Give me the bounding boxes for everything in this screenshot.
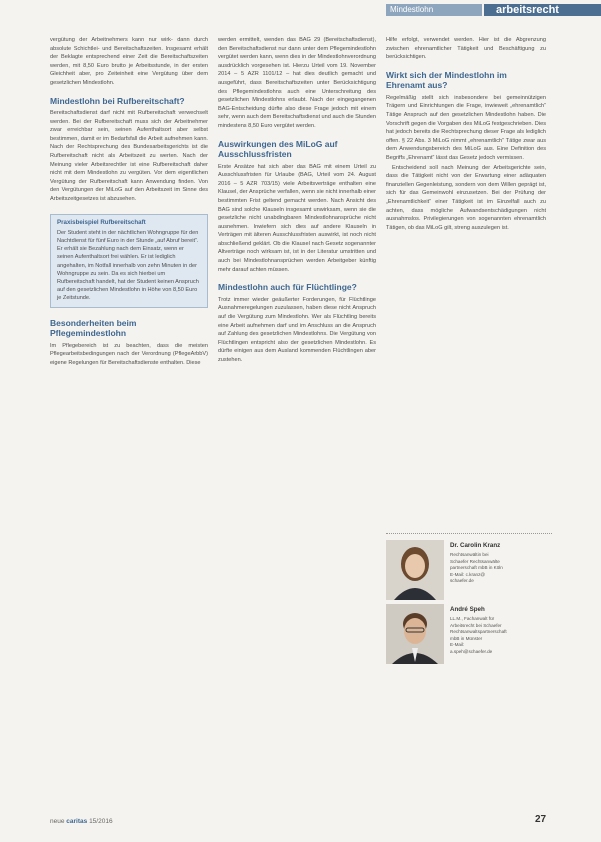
page-number: 27 — [535, 814, 547, 825]
footer-issue: 15/2016 — [89, 818, 113, 825]
footer-brand: caritas — [66, 818, 88, 825]
page-header — [0, 0, 601, 16]
author-card — [386, 604, 552, 664]
section-heading: Wirkt sich der Mindestlohn im Ehrenamt aus? — [386, 69, 507, 91]
author-line: Arbeitsrecht bei Schaefer — [450, 622, 502, 628]
column-right — [386, 36, 546, 233]
example-box-title: Praxisbeispiel Rufbereitschaft — [57, 218, 146, 226]
author-photo — [386, 604, 444, 664]
paragraph: Erste Ansätze hat sich aber das BAG mit einem Urteil zu Ausschlussfristen für Urlaube (BAG, Urteil vom 24. August 2016 – 5 AZR 703/15) viele Arbeitsverträge enthalten eine Klausel, der Ansprüche verfallen, wenn sie nicht innerhalb einer bestimmten Frist geltend gemacht werden. Nach Ansicht des BAG sind solche Klauseln insgesamt unwirksam, wenn sie die gesetzliche nicht unabdingbaren Mindestlohnansprüche nicht ausnehmen. Inwiefern sich dies auf andere Klauseln in Verträgen mit älteren Ausschlussfristen auswirkt, ist noch nicht abschließend geklärt. Ob die Klausel nach Gesetz sogenannter Altverträge noch wirksam ist, ist in der Literatur umstritten und auch bei Mindestlohnansprüchen werden Arbeitgeber künftig mehr darauf achten müssen. — [218, 163, 376, 273]
section-heading: Mindestlohn auch für Flüchtlinge? — [218, 282, 357, 293]
author-line: mbB in Münster — [450, 635, 483, 641]
paragraph: Bereitschaftsdienst darf nicht mit Rufbereitschaft verwechselt werden. Bei der Rufbereitschaft muss sich der Arbeitnehmer zwar erreichbar sein, seinen Aufenthaltsort aber selbst bestimmen, damit er im Bedarfsfall die Arbeit aufnehmen kann. Nach der Rechtsprechung des Bundesarbeitsgerichts ist die Rufbereitschaft nicht als Arbeitszeit zu werten. Nach der Meinung vieler Arbeitsrechtler ist eine Rufbereitschaft daher nicht mit dem Mindestlohn zu vergüten. Vor dem eigentlichen Vergütung der Rufbereitschaft kann Anwendung finden. Von den Vergütungen der MiLoG auf den Arbeitszeit im Sinne des Arbeitszeitgesetzes ist abzusehen. — [50, 110, 208, 202]
footer-prefix: neue — [50, 818, 65, 825]
author-line: LL.M., Fachanwalt für — [450, 616, 495, 621]
section-heading: Besonderheiten beim Pflegemindestlohn — [50, 317, 137, 339]
footer-publication — [50, 818, 113, 825]
author-line: Rechtsanwaltspartnerschaft — [450, 629, 507, 635]
column-left — [50, 36, 208, 368]
author-line: schaefer.de — [450, 578, 474, 584]
example-box-text: Der Student steht in der nächtlichen Wohngruppe für den Nachtdienst für fünf Euro in der Stunde „auf Abruf bereit“. Er erhält sie Bezahlung nach dem Einsatz, wenn er seinen Aufenthaltsort frei wählen. Er ist lediglich angehalten, im Notfall innerhalb von zehn Minuten in der Wohngruppe zu sein. Da es sich hierbei um Rufbereitschaft handelt, hat der Student keinen Anspruch auf den gesetzlichen Mindestlohn in Höhe von 8,50 Euro je Zeitstunde. — [57, 229, 199, 302]
author-line: partnerschaft mbB in Köln — [450, 565, 503, 571]
section-heading: Mindestlohn bei Rufbereitschaft? — [50, 95, 185, 106]
paragraph: vergütung der Arbeitnehmers kann nur wirk- dann durch absolute Schichtlei- und Bereitschaftszeiten. Insgesamt erhält der Beklagte entsprechend einer Zeit die Bereitschaftszeiten werden, mit 8,50 Euro brutto je Arbeitsstunde, in der ersten Gleichheit aber, pro Zeiteinheit eine Vergütung über dem gesetzlichen Mindestlohn. — [50, 37, 208, 86]
author-card — [386, 540, 552, 600]
author-line: Rechtsanwältin bei — [450, 552, 489, 557]
paragraph: werden ermittelt, wenden das BAG 29 (Bereitschaftsdienst), den Bereitschaftsdienst nur dann unter dem Pflegemindestlohn vergütet werden kann, wenn dies in der Mindestlohnverordnung ausdrücklich vorgesehen ist. Hierzu Urteil vom 19. November 2014 – 5 AZR 1101/12 – hat dies deutlich gemacht und ausgeführt, dass Bereitschaftszeiten unter Berücksichtigung des Pflegemindestlohns auch eine Unterschreitung des gesetzlichen Mindestlohns erlaubt. Nach der eingegangenen BAG-Entscheidung dürfte also diese Frage jedoch mit einem sehr, wenn auch dem Bereitschaftsdienst und auch die Stunden mindestens 8,50 Euro vergütet werden. — [218, 37, 376, 129]
paragraph: Hilfe erfolgt, verwendet werden. Hier ist die Abgrenzung zwischen ehrenamtlicher Tätigkeit und Beschäftigung zu berücksichtigen. — [386, 37, 546, 61]
author-info — [450, 606, 554, 656]
divider — [386, 533, 552, 534]
author-line: Schaefer Rechtsanwälte — [450, 558, 500, 564]
section-heading: Auswirkungen des MiLoG auf Ausschlussfristen — [218, 138, 338, 160]
author-line: a.speh@schaefer.de — [450, 648, 493, 654]
paragraph: Im Pflegebereich ist zu beachten, dass die meisten Pflegearbeitsbedingungen nach der Verordnung (PflegeArbbV) eigene Regelungen für Bereitschaftsdienste enthalten. Diese — [50, 342, 208, 366]
author-line: E-Mail: — [450, 642, 465, 648]
author-photo — [386, 540, 444, 600]
paragraph: Trotz immer wieder geäußerter Forderungen, für Flüchtlinge Ausnahmeregelungen zuzulassen, haben diese nicht Anspruch auf die Vergütung zum Mindestlohn. Wer als Flüchtling bereits eine Arbeit aufnehmen darf und im Anschluss an die Anspruch auf Zahlung des gesetzlichen Mindestlohns. Die Vergütung von Flüchtlingen entspricht also der gesetzlichen Mindestlohn. Es dürfte einigen aus dem Ausland kommenden Flüchtlingen aber zustehen. — [218, 296, 376, 363]
column-middle — [218, 36, 376, 366]
section-label-dark: arbeitsrecht — [484, 4, 601, 16]
author-info — [450, 542, 554, 585]
section-label-light: Mindestlohn — [386, 4, 482, 16]
paragraph: Regelmäßig stellt sich insbesondere bei gemeinnützigen Trägern und Einrichtungen die Frage, inwieweit „ehrenamtlich“ Tätige Anspruch auf den gesetzlichen Mindestlohn haben. Die Vorschrift gegen die Vorgaben des MiLoG festgeschrieben. Dies hat jedoch bereits die Rechtsprechung dieser Frage als lediglich offen. § 22 Abs. 3 MiLoG nimmt „ehrenamtlich“ Tätige zwar aus dem Anwendungsbereich des MiLoG aus. Eine Definition des Begriffs „Ehrenamt“ lässt das Gesetz jedoch vermissen. — [386, 94, 546, 161]
author-line: E-Mail: c.kranz@ — [450, 571, 486, 577]
author-name: Dr. Carolin Kranz — [450, 542, 501, 549]
example-box — [50, 214, 208, 308]
author-name: André Speh — [450, 606, 485, 613]
paragraph: Entscheidend soll nach Meinung der Arbeitsgerichte sein, dass die Tätigkeit nicht von der Erwartung einer adäquaten finanziellen Gegenleistung, sondern von dem Willen geprägt ist, sich für das Gemeinwohl einzusetzen. Bei der Prüfung der „Ehrenamtlichkeit“ einer Tätigkeit ist im Einzelfall auch zu achten, dass mögliche Aufwandsentschädigungen nicht ausnahmslos. Privilegierungen von sogenannten ehrenamtlich Tätigen, ob das MiLoG gilt, streng auszulegen ist. — [386, 164, 546, 231]
